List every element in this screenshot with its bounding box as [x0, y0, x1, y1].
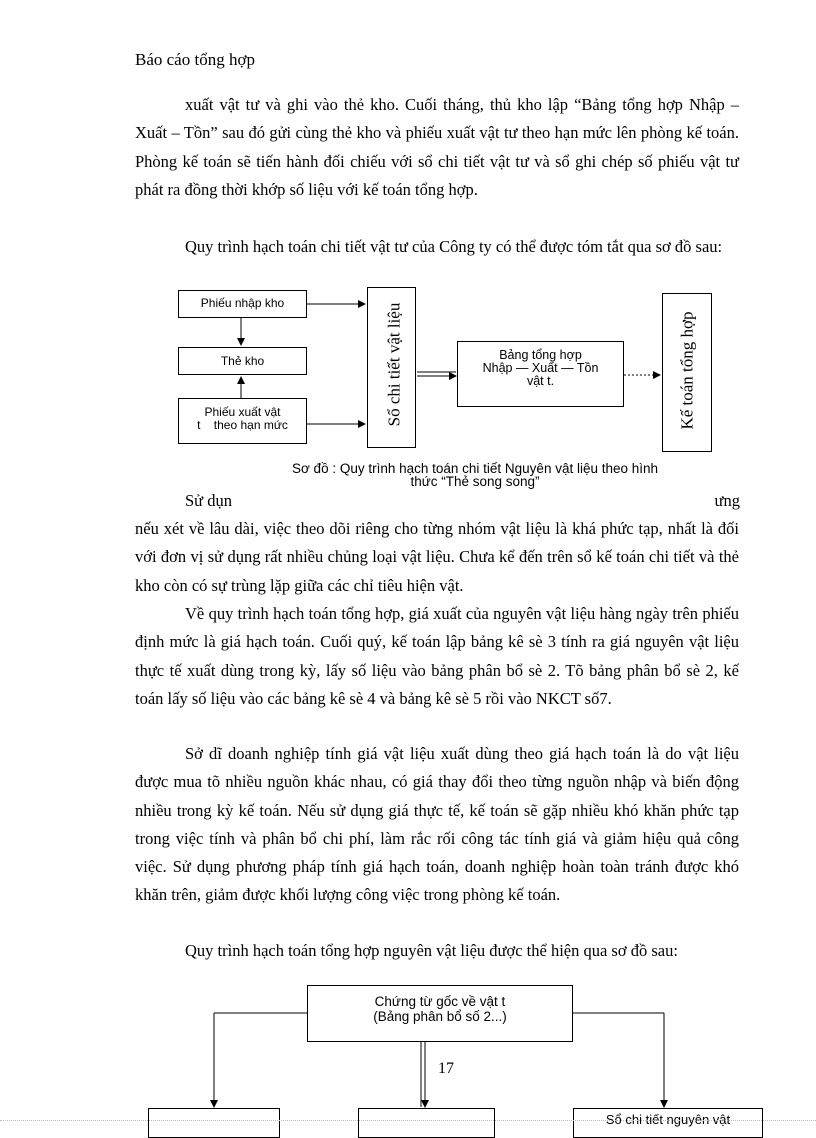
diagram-2-left-box	[148, 1108, 280, 1138]
chung-tu-line-1: Chứng từ gốc về vật t	[374, 994, 506, 1009]
so-chi-tiet-nvl-box: Sổ chi tiết nguyên vật	[573, 1108, 763, 1138]
diagram-2-middle-box	[358, 1108, 495, 1138]
paragraph-6: Quy trình hạch toán tổng hợp nguyên vật liệu được thể hiện qua sơ đồ sau:	[185, 941, 678, 960]
so-chi-tiet-label: Sổ chi tiết vật liệu	[384, 302, 404, 427]
page-bottom-edge	[0, 1120, 816, 1121]
diagram-1-caption	[240, 462, 710, 488]
ke-toan-th-label: Kế toán tổng hợp	[677, 311, 697, 430]
bang-tong-hop-box	[457, 341, 624, 407]
bang-th-line-2: Nhập — Xuất — Tồn	[482, 361, 599, 375]
ke-toan-tong-hop-box	[662, 293, 712, 452]
paragraph-3: nếu xét về lâu dài, việc theo dõi riêng cho từng nhóm vật liệu là khá phức tạp, nhất là đối với đơn vị sử dụng rất nhiều chủng loại vật liệu. Chưa kể đến trên sổ kế toán chi tiết và thẻ kho còn có sự trùng lặp giữa các chỉ tiêu hiện vật.	[135, 519, 739, 595]
bang-th-line-3: vật t.	[526, 374, 555, 388]
caption-line-1: Sơ đồ : Quy trình hạch toán chi tiết Nguyên vật liệu theo hình	[291, 461, 659, 476]
phieu-xuat-line-2: t theo hạn mức	[197, 418, 288, 432]
bang-th-line-1: Bảng tổng hợp	[499, 348, 582, 362]
paragraph-4: Về quy trình hạch toán tổng hợp, giá xuất của nguyên vật liệu hàng ngày trên phiếu định mức là giá hạch toán. Cuối quý, kế toán lập bảng kê sè 3 tính ra giá nguyên vật liệu thực tế xuất dùng trong kỳ, lấy số liệu vào bảng phân bổ sè 2. Tõ bảng phân bổ sè 2, kế toán lấy số liệu vào các bảng kê sè 4 và bảng kê sè 5 rồi vào NKCT số7.	[135, 604, 739, 708]
paragraph-2: Quy trình hạch toán chi tiết vật tư của Công ty có thể được tóm tắt qua sơ đồ sau:	[185, 237, 723, 256]
page-number: 17	[438, 1060, 454, 1077]
chung-tu-goc-box	[307, 985, 573, 1042]
chung-tu-line-2: (Bảng phân bổ số 2...)	[373, 1009, 507, 1024]
running-header: Báo cáo tổng hợp	[135, 50, 255, 69]
paragraph-1: xuất vật tư và ghi vào thẻ kho. Cuối tháng, thủ kho lập “Bảng tổng hợp Nhập – Xuất – Tồn” sau đó gửi cùng thẻ kho và phiếu xuất vật tư theo hạn mức lên phòng kế toán. Phòng kế toán sẽ tiến hành đối chiếu với sổ chi tiết vật tư và sổ ghi chép số phiếu vật tư phát ra đồng thời khớp số liệu với kế toán tổng hợp.	[135, 95, 739, 199]
the-kho-box: Thẻ kho	[178, 347, 307, 375]
phieu-nhap-kho-box: Phiếu nhập kho	[178, 290, 307, 318]
paragraph-3-fragment-start: Sử dụn	[185, 491, 232, 510]
phieu-xuat-box	[178, 398, 307, 444]
phieu-xuat-line-1: Phiếu xuất vật	[204, 405, 281, 419]
so-chi-tiet-box	[367, 287, 416, 448]
paragraph-3-fragment-end: ưng	[714, 491, 740, 510]
paragraph-5: Sở dĩ doanh nghiệp tính giá vật liệu xuất dùng theo giá hạch toán là do vật liệu được mua tõ nhiều nguồn khác nhau, có giá thay đổi theo từng nguồn nhập và biến động nhiều trong kỳ kế toán. Nếu sử dụng giá thực tế, kế toán sẽ gặp nhiều khó khăn phức tạp trong việc tính và phân bổ chi phí, làm rắc rối công tác tính giá và giảm hiệu quả công việc. Sử dụng phương pháp tính giá hạch toán, doanh nghiệp hoàn toàn tránh được khó khăn trên, giảm được khối lượng công việc trong phòng kế toán.	[135, 744, 739, 905]
caption-line-2: thức “Thẻ song song”	[410, 474, 540, 489]
